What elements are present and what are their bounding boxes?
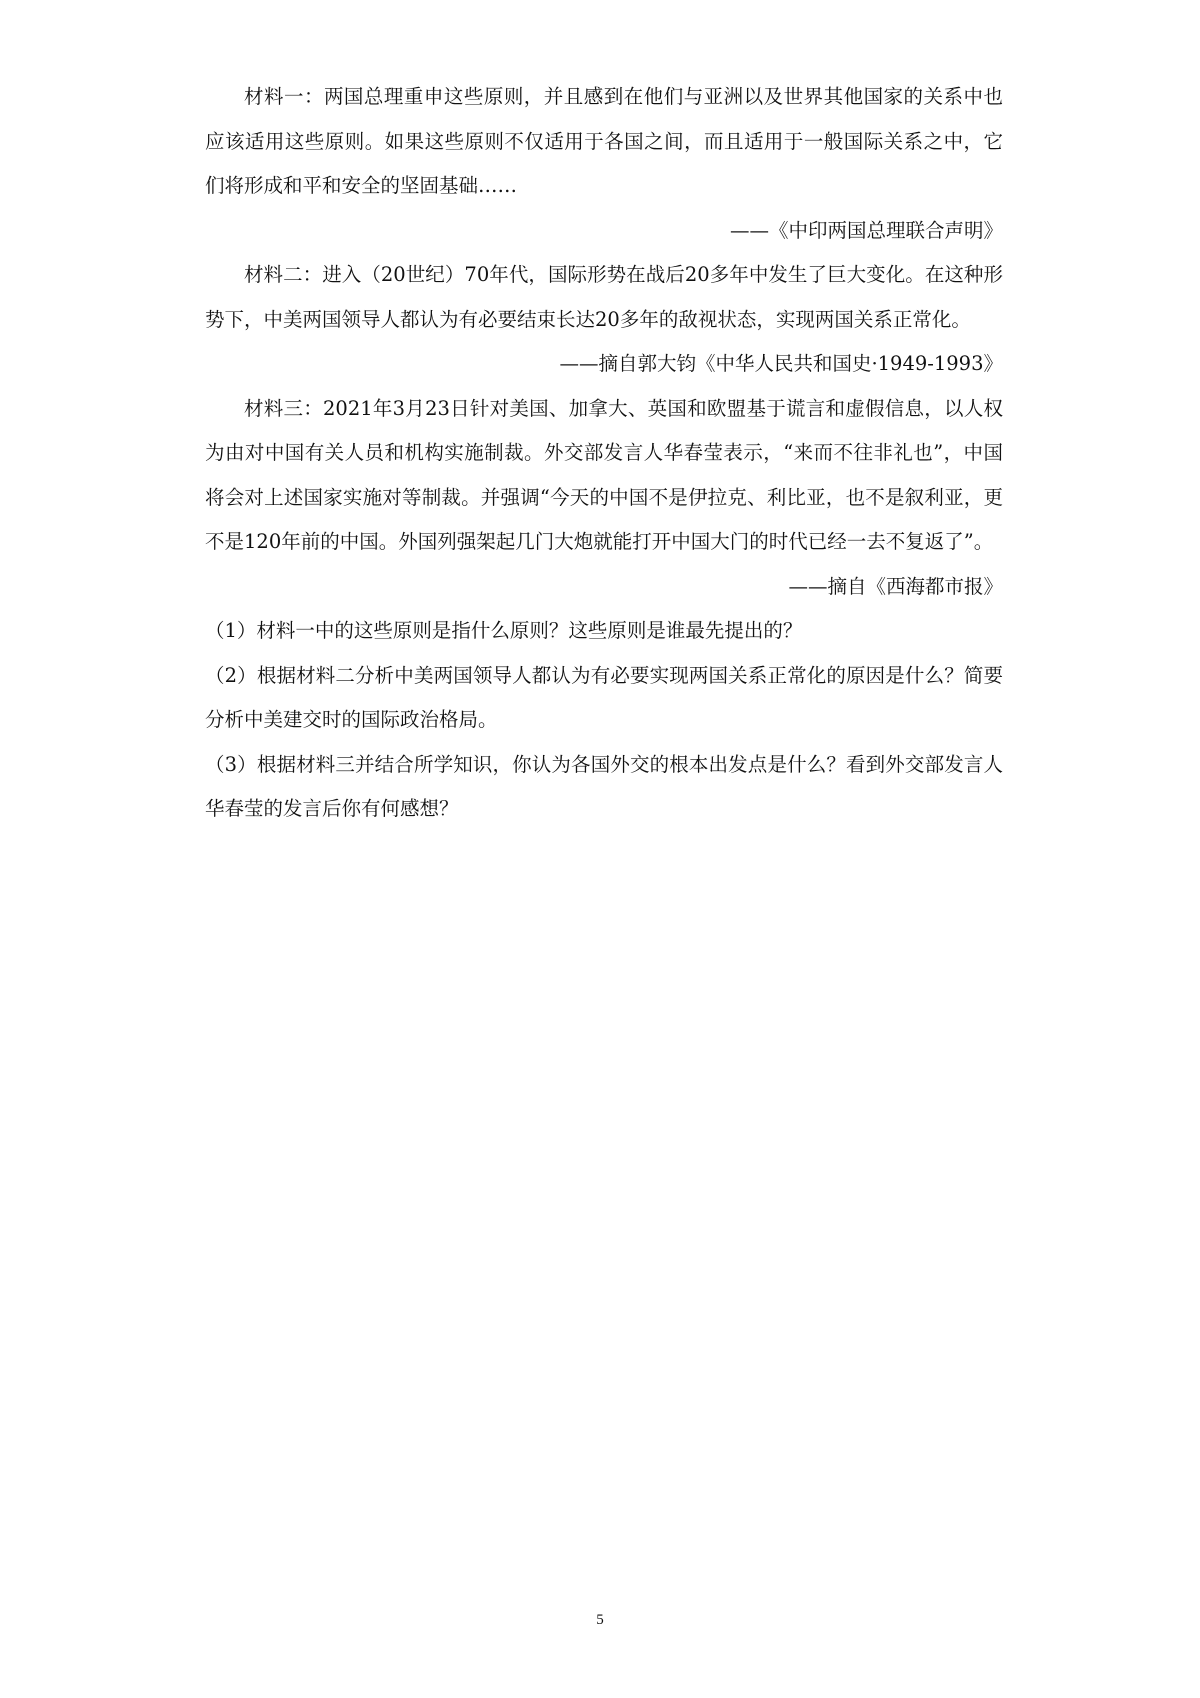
question-3: （3）根据材料三并结合所学知识，你认为各国外交的根本出发点是什么？看到外交部发言人华春莹的发言后你有何感想？ [205, 752, 1003, 820]
question-1: （1）材料一中的这些原则是指什么原则？这些原则是谁最先提出的？ [205, 619, 803, 642]
material-1-text: 材料一：两国总理重申这些原则，并且感到在他们与亚洲以及世界其他国家的关系中也应该适用这些原则。如果这些原则不仅适用于各国之间，而且适用于一般国际关系之中，它们将形成和平和安全的坚固基础…… [205, 85, 1003, 197]
page-content [205, 75, 1003, 832]
material-2-source: ——摘自郭大钧《中华人民共和国史·1949-1993》 [559, 352, 1003, 375]
material-1-source: ——《中印两国总理联合声明》 [729, 218, 1003, 242]
material-3-text: 材料三：2021年3月23日针对美国、加拿大、英国和欧盟基于谎言和虚假信息，以人权为由对中国有关人员和机构实施制裁。外交部发言人华春莹表示，“来而不往非礼也”，中国将会对上述国家实施对等制裁。并强调“今天的中国不是伊拉克、利比亚，也不是叙利亚，更不是120年前的中国。外国列强架起几门大炮就能打开中国大门的时代已经一去不复返了”。 [205, 396, 1003, 553]
material-2-text: 材料二：进入（20世纪）70年代，国际形势在战后20多年中发生了巨大变化。在这种形势下，中美两国领导人都认为有必要结束长达20多年的敌视状态，实现两国关系正常化。 [205, 263, 1003, 331]
material-3-source: ——摘自《西海都市报》 [788, 574, 1003, 598]
page-number: 5 [596, 1612, 604, 1628]
question-2: （2）根据材料二分析中美两国领导人都认为有必要实现两国关系正常化的原因是什么？简要分析中美建交时的国际政治格局。 [205, 663, 1003, 731]
